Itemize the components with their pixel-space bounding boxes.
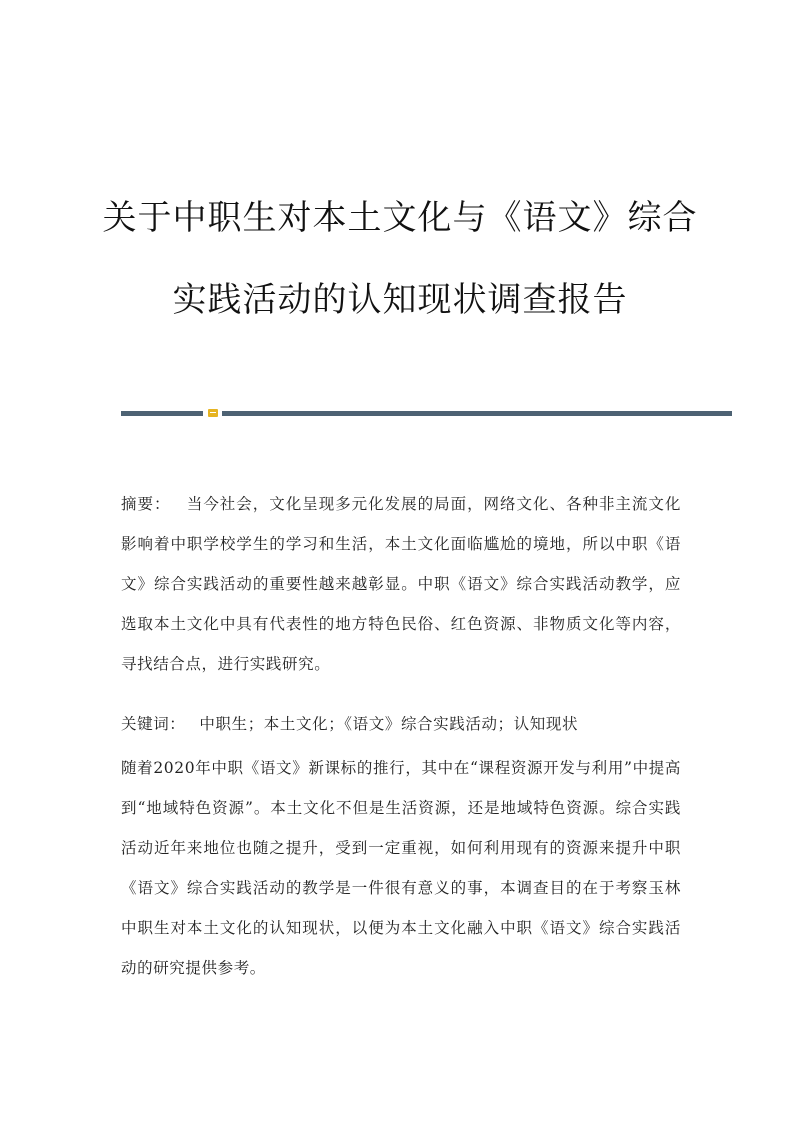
divider-ornament-icon [208, 409, 218, 417]
divider-left-bar [121, 411, 203, 416]
body-paragraph-1: 随着2020年中职《语文》新课标的推行，其中在“课程资源开发与利用”中提高到“地域特色资源”。本土文化不但是生活资源，还是地域特色资源。综合实践活动近年来地位也随之提升，受到一定重视，如何利用现有的资源来提升中职《语文》综合实践活动的教学是一件很有意义的事，本调查目的在于考察玉林中职生对本土文化的认知现状，以便为本土文化融入中职《语文》综合实践活动的研究提供参考。 [121, 759, 681, 977]
abstract-label: 摘要： [121, 495, 171, 513]
keywords [121, 704, 681, 744]
keywords-text: 中职生；本土文化；《语文》综合实践活动；认知现状 [199, 715, 579, 733]
title-line-1: 关于中职生对本土文化与《语文》综合 [102, 198, 698, 238]
keywords-label: 关键词： [121, 715, 186, 733]
title-line-2: 实践活动的认知现状调查报告 [172, 280, 628, 320]
abstract-text: 当今社会，文化呈现多元化发展的局面，网络文化、各种非主流文化影响着中职学校学生的学习和生活，本土文化面临尴尬的境地，所以中职《语文》综合实践活动的重要性越来越彰显。中职《语文》综合实践活动教学，应选取本土文化中具有代表性的地方特色民俗、红色资源、非物质文化等内容，寻找结合点，进行实践研究。 [121, 495, 681, 673]
abstract [121, 484, 681, 684]
title-divider [121, 409, 732, 417]
divider-right-bar [222, 411, 732, 416]
